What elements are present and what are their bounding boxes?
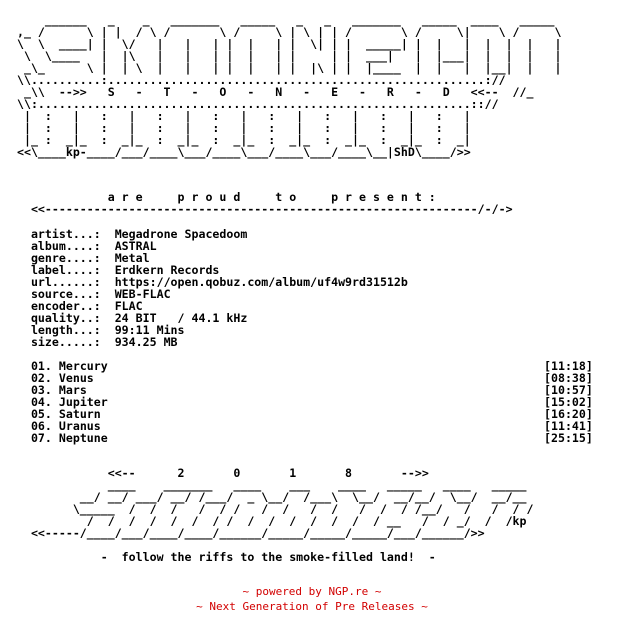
info-value: ASTRAL: [114, 239, 157, 253]
header-art-line: _\\ -->> S - T - O - N - E - R - D <<-- //_: [10, 85, 534, 99]
track-title: Neptune: [58, 431, 108, 445]
track-number: 06.: [30, 419, 52, 433]
track-row: [10, 360, 610, 372]
header-art-line: \\..........:......................................................://: [10, 73, 506, 87]
credit-powered-by: ~ powered by NGP.re ~: [242, 585, 382, 598]
info-key: genre....:: [10, 251, 115, 265]
header-art-line: _\_ \ | | \ | | | | | | | |\ | | |____ | | | |__| | |: [10, 61, 562, 75]
track-time: [11:18]: [544, 359, 593, 373]
track-title: Jupiter: [58, 395, 108, 409]
header-art-line: ,_ / \ | | / \ / \ / \ | \ | | / \ / \| \ / \: [10, 25, 562, 39]
track-title: Mars: [58, 383, 87, 397]
header-art-line: \ \ ____| | \/ | | | | | | | \| | | _____| | | | | | | |: [10, 37, 562, 51]
credit-ngp: ~ Next Generation of Pre Releases ~: [196, 600, 428, 613]
track-time: [10:57]: [544, 383, 593, 397]
track-time: [11:41]: [544, 419, 593, 433]
info-value: FLAC: [114, 299, 143, 313]
info-key: quality..:: [10, 311, 115, 325]
track-row: [10, 432, 610, 444]
info-value: WEB-FLAC: [114, 287, 171, 301]
header-art-line: \ \____ | |\ | | | | | | | | | ___| | |___| | | | |: [10, 49, 562, 63]
info-key: encoder..:: [10, 299, 115, 313]
footer-art-line: \_____ / / / / / / / / / / / / / /__/ / / / /: [10, 502, 534, 516]
info-value: 99:11 Mins: [114, 323, 185, 337]
info-key: artist...:: [10, 227, 115, 241]
track-title: Venus: [58, 371, 94, 385]
footer-art-line: / / / / / / / / / / / / / / / __ / / _/ / /kp: [10, 514, 527, 528]
track-title: Mercury: [58, 359, 108, 373]
header-art-line: | : | : | : | : | : | : | : | : |: [10, 121, 471, 135]
track-time: [25:15]: [544, 431, 593, 445]
footer-art-line: __/ __/ ___/ __/ /___/ _ \__/ /___\ \__/ __/__/ \__/ __/__: [10, 490, 527, 504]
header-art-line: ______ _ _ _______ _____ _ _ _______ _____ ____ _____: [10, 13, 555, 27]
present-line: a r e p r o u d t o p r e s e n t :: [10, 190, 436, 204]
footer-art-line: <<-----/____/___/____/____/______/_____/_____/_____/___/______/>>: [10, 526, 485, 540]
track-number: 02.: [30, 371, 52, 385]
track-number: 05.: [30, 407, 52, 421]
track-time: [16:20]: [544, 407, 593, 421]
info-key: url......:: [10, 275, 115, 289]
track-row: [10, 372, 610, 384]
header-art-line: <<\____kp-____/___/____\___/____\___/____\___/____\__|ShD\____/>>: [10, 145, 471, 159]
release-info: [10, 228, 408, 348]
header-art-line: | : | : | : | : | : | : | : | : |: [10, 109, 471, 123]
info-key: size.....:: [10, 335, 115, 349]
info-value: Megadrone Spacedoom: [114, 227, 248, 241]
track-title: Saturn: [58, 407, 101, 421]
year-line: <<-- 2 0 1 8 -->>: [10, 466, 429, 480]
info-key: length...:: [10, 323, 115, 337]
info-value: Metal: [114, 251, 150, 265]
info-key: source...:: [10, 287, 115, 301]
info-row: [10, 336, 408, 348]
tracklist: [10, 360, 610, 444]
info-value: https://open.qobuz.com/album/uf4w9rd31512b: [114, 275, 408, 289]
track-time: [15:02]: [544, 395, 593, 409]
footer-ascii-logo: [10, 479, 534, 539]
info-value: 24 BIT / 44.1 kHz: [114, 311, 248, 325]
header-art-line: \\:..............................................................:://: [10, 97, 499, 111]
track-number: 04.: [30, 395, 52, 409]
info-key: album....:: [10, 239, 115, 253]
track-title: Uranus: [58, 419, 101, 433]
track-number: 03.: [30, 383, 52, 397]
track-number: 01.: [30, 359, 52, 373]
header-ascii-logo: [10, 14, 561, 158]
footer-art-line: ____ _______ ____ ___ ____ _____ ____ _____: [10, 478, 527, 492]
header-art-line: |_ : _|_ : _|_ : _|_ : _|_ : _|_ : _|_ : _|_ : _|: [10, 133, 471, 147]
track-time: [08:38]: [544, 371, 593, 385]
info-key: label....:: [10, 263, 115, 277]
info-value: 934.25 MB: [114, 335, 178, 349]
info-value: Erdkern Records: [114, 263, 220, 277]
track-number: 07.: [30, 431, 52, 445]
tagline: - follow the riffs to the smoke-filled land! -: [10, 550, 436, 564]
divider-line: <<--------------------------------------------------------------/-/->: [10, 202, 513, 216]
